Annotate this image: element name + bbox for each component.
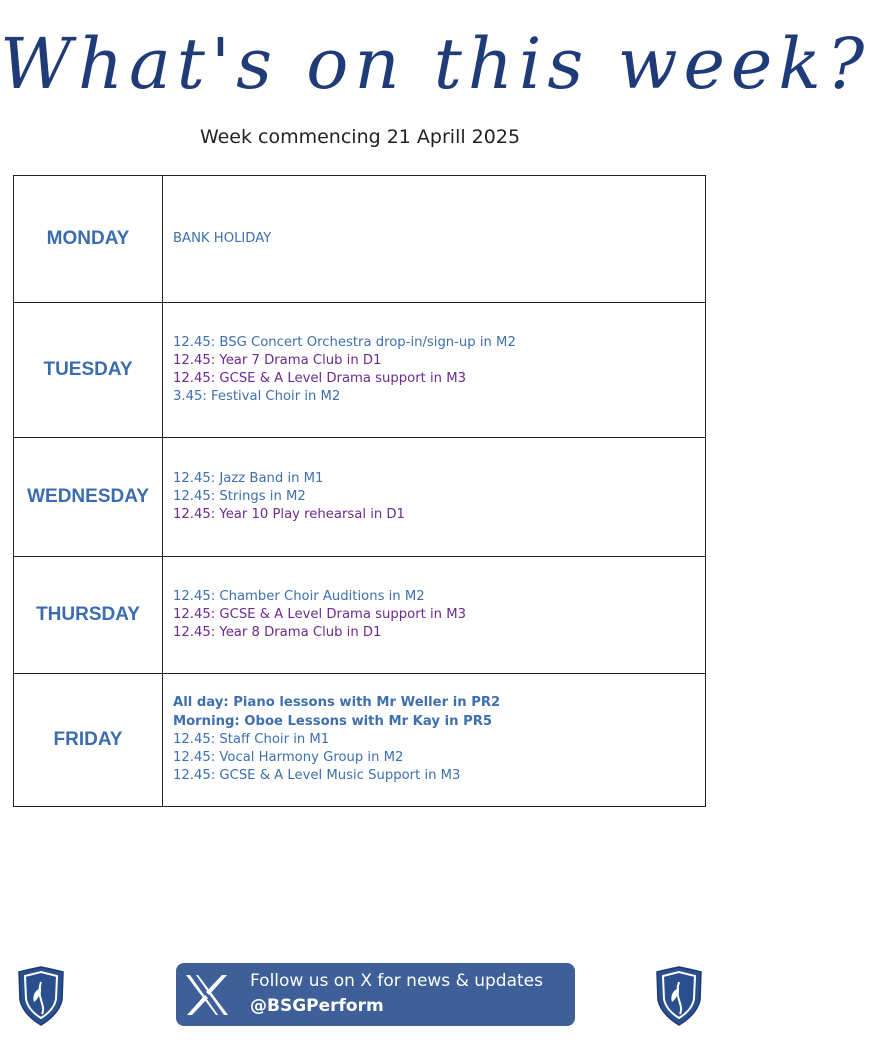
events-cell — [163, 438, 706, 557]
social-handle[interactable]: @BSGPerform — [250, 996, 384, 1016]
schedule-row — [14, 176, 706, 303]
event-item: 12.45: Year 7 Drama Club in D1 — [173, 352, 382, 368]
weekly-schedule-table — [13, 175, 706, 807]
schedule-row — [14, 674, 706, 807]
week-commencing-subtitle: Week commencing 21 Aprill 2025 — [199, 126, 521, 148]
events-cell — [163, 674, 706, 807]
schedule-row — [14, 557, 706, 674]
event-item: All day: Piano lessons with Mr Weller in PR2 — [173, 695, 501, 711]
events-cell — [163, 176, 706, 303]
event-item: 12.45: Vocal Harmony Group in M2 — [173, 750, 404, 766]
event-item: 12.45: Year 8 Drama Club in D1 — [173, 625, 382, 641]
schedule-row — [14, 303, 706, 438]
school-crest-icon — [655, 966, 703, 1026]
day-label: FRIDAY — [14, 674, 163, 807]
event-item: 12.45: Jazz Band in M1 — [173, 470, 324, 486]
event-item: 12.45: Strings in M2 — [173, 488, 306, 504]
school-crest-icon — [17, 966, 65, 1026]
event-item: Morning: Oboe Lessons with Mr Kay in PR5 — [173, 713, 493, 729]
day-label: WEDNESDAY — [14, 438, 163, 557]
events-cell — [163, 303, 706, 438]
x-logo-icon — [182, 971, 232, 1019]
event-item: 12.45: GCSE & A Level Music Support in M3 — [173, 768, 461, 784]
event-item: BANK HOLIDAY — [173, 230, 272, 246]
event-item: 12.45: GCSE & A Level Drama support in M3 — [173, 371, 466, 386]
event-item: 12.45: Chamber Choir Auditions in M2 — [173, 588, 425, 604]
schedule-row — [14, 438, 706, 557]
social-follow-banner[interactable] — [176, 963, 575, 1026]
events-cell — [163, 557, 706, 674]
event-item: 3.45: Festival Choir in M2 — [173, 389, 341, 405]
event-item: 12.45: Staff Choir in M1 — [173, 731, 330, 747]
day-label: THURSDAY — [14, 557, 163, 674]
event-item: 12.45: BSG Concert Orchestra drop-in/sign-up in M2 — [173, 334, 516, 350]
event-item: 12.45: GCSE & A Level Drama support in M3 — [173, 606, 466, 622]
day-label: MONDAY — [14, 176, 163, 303]
day-label: TUESDAY — [14, 303, 163, 438]
follow-text: Follow us on X for news & updates — [250, 971, 543, 991]
page-title: What's on this week? — [0, 23, 870, 105]
event-item: 12.45: Year 10 Play rehearsal in D1 — [173, 507, 405, 523]
